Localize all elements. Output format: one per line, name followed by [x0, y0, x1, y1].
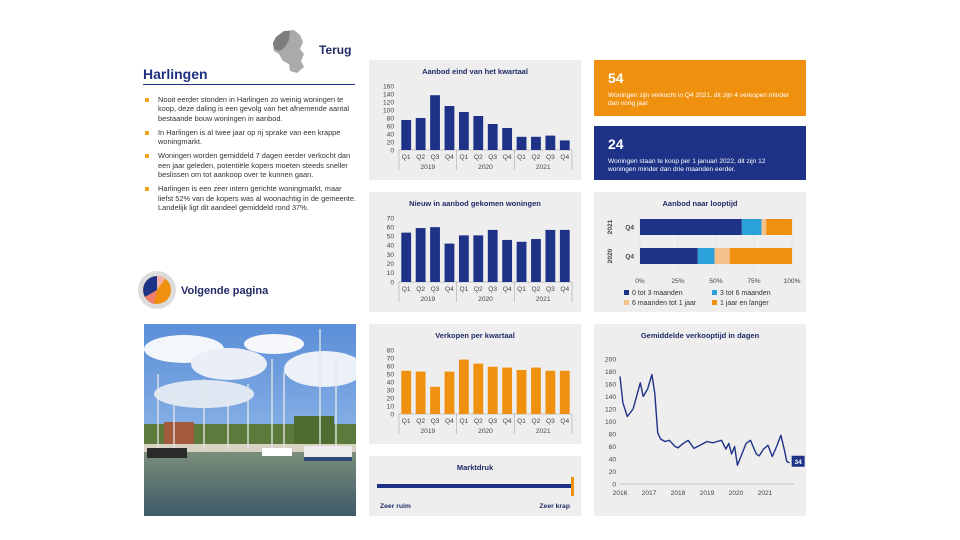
- x-tick-label: Q4: [502, 154, 512, 161]
- x-tick-label: Q2: [531, 286, 541, 293]
- bar: [545, 230, 555, 282]
- marktdruk-marker: [571, 477, 574, 496]
- chart-title: Aanbod naar looptijd: [662, 199, 738, 208]
- y-tick-label: 60: [386, 224, 394, 232]
- legend-label: 1 jaar en langer: [720, 300, 769, 307]
- y-tick-label: 40: [386, 242, 394, 250]
- y-tick-label: 20: [386, 139, 394, 147]
- x-tick-label: Q4: [502, 418, 512, 425]
- stacked-bar-segment: [762, 219, 767, 235]
- year-label: 2019: [420, 164, 436, 171]
- chart-panel-looptijd: [594, 192, 806, 312]
- bar: [488, 367, 498, 414]
- y-tick-label: 120: [604, 406, 616, 414]
- bar: [517, 137, 527, 150]
- bar: [560, 230, 570, 282]
- kpi-forsale-card: [594, 126, 806, 180]
- year-label: 2019: [420, 296, 436, 303]
- next-page-button[interactable]: [137, 270, 287, 310]
- title-divider: [143, 84, 355, 85]
- bar: [430, 387, 440, 414]
- summary-list: [143, 95, 358, 217]
- marktdruk-track: [377, 484, 573, 488]
- x-tick-label: Q3: [545, 418, 555, 425]
- y-tick-label: 70: [386, 215, 394, 223]
- x-tick-label: Q3: [488, 418, 498, 425]
- y-tick-label: 160: [604, 381, 616, 389]
- stacked-bar-segment: [714, 248, 729, 264]
- y-tick-label: 50: [386, 371, 394, 379]
- stacked-bar-segment: [640, 248, 698, 264]
- bar: [445, 106, 455, 150]
- x-tick-label: 2017: [641, 490, 657, 497]
- chart-title: Aanbod eind van het kwartaal: [422, 67, 528, 76]
- summary-item: Harlingen is een zeer intern gerichte woningmarkt, maar liefst 52% van de kopers was al woonachtig in de gemeente. Landelijk ligt dit aandeel gemiddeld rond 37%.: [143, 184, 358, 212]
- looptijd-stacked-bar-chart: [594, 192, 806, 312]
- x-tick-label: Q4: [560, 286, 570, 293]
- row-year-label: 2020: [607, 248, 614, 264]
- bar: [488, 230, 498, 282]
- y-tick-label: 60: [386, 363, 394, 371]
- summary-item: Woningen worden gemiddeld 7 dagen eerder verkocht dan een jaar geleden, potentiële kopers moeten steeds sneller beslissen om tot aankoop over te kunnen gaan.: [143, 151, 358, 179]
- y-tick-label: 0: [390, 411, 394, 419]
- x-tick-label: Q2: [473, 286, 483, 293]
- chart-title: Verkopen per kwartaal: [435, 331, 515, 340]
- bar: [416, 118, 426, 150]
- region-map-icon[interactable]: [270, 27, 316, 75]
- bar: [473, 116, 483, 150]
- bar: [445, 372, 455, 414]
- marktdruk-panel: [369, 456, 581, 516]
- bar: [531, 368, 541, 414]
- year-label: 2020: [478, 428, 493, 435]
- x-tick-label: Q2: [416, 418, 426, 425]
- y-tick-label: 0: [390, 279, 394, 287]
- stacked-bar-segment: [640, 219, 742, 235]
- x-tick-label: Q1: [517, 154, 526, 161]
- y-tick-label: 30: [386, 387, 394, 395]
- legend-label: 0 tot 3 maanden: [632, 290, 683, 297]
- y-tick-label: 20: [608, 468, 616, 476]
- x-tick-label: Q3: [545, 154, 555, 161]
- bar: [517, 370, 527, 414]
- x-tick-label: Q4: [502, 286, 512, 293]
- x-tick-label: Q1: [401, 418, 411, 425]
- bar: [430, 227, 440, 282]
- bar: [416, 372, 426, 414]
- x-tick-label: Q1: [517, 418, 526, 425]
- chart-panel-verkooptijd: [594, 324, 806, 516]
- chart-title: Nieuw in aanbod gekomen woningen: [409, 199, 541, 208]
- y-tick-label: 180: [604, 368, 616, 376]
- stacked-bar-segment: [766, 219, 792, 235]
- x-tick-label: 2018: [670, 490, 686, 497]
- row-label: Q4: [625, 224, 634, 232]
- bar: [459, 360, 469, 414]
- x-tick-label: Q3: [430, 154, 440, 161]
- y-tick-label: 160: [382, 83, 394, 91]
- x-tick-label: Q2: [473, 418, 483, 425]
- legend-label: 3 tot 6 maanden: [720, 290, 771, 297]
- bar: [416, 228, 426, 282]
- end-value-label: 34: [794, 459, 802, 467]
- legend-swatch: [712, 290, 717, 295]
- kpi-sold-value: 54: [608, 70, 624, 86]
- row-label: Q4: [625, 253, 634, 261]
- x-tick-label: Q2: [473, 154, 483, 161]
- x-tick-label: Q1: [517, 286, 526, 293]
- legend-label: 6 maanden tot 1 jaar: [632, 300, 697, 307]
- y-tick-label: 140: [382, 91, 394, 99]
- bar: [459, 112, 469, 150]
- y-tick-label: 100: [382, 107, 394, 115]
- x-tick-label: 50%: [709, 278, 723, 285]
- stacked-bar-segment: [730, 248, 792, 264]
- y-tick-label: 80: [386, 347, 394, 355]
- x-tick-label: Q2: [416, 286, 426, 293]
- marktdruk-title: Marktdruk: [456, 463, 494, 472]
- bar: [545, 136, 555, 150]
- kpi-forsale-text: Woningen staan te koop per 1 januari 2022, dit zijn 12 woningen minder dan drie maanden eerder.: [608, 158, 766, 174]
- bar: [401, 120, 411, 150]
- x-tick-label: Q4: [560, 418, 570, 425]
- bar: [401, 233, 411, 282]
- year-label: 2021: [535, 296, 551, 303]
- bar: [560, 371, 570, 414]
- bar: [545, 371, 555, 414]
- chart-panel-nieuw: [369, 192, 581, 312]
- x-tick-label: Q2: [416, 154, 426, 161]
- x-tick-label: Q3: [488, 286, 498, 293]
- x-tick-label: Q1: [401, 154, 411, 161]
- stacked-bar-segment: [698, 248, 715, 264]
- y-tick-label: 10: [386, 403, 394, 411]
- harbor-photo: [144, 324, 356, 516]
- y-tick-label: 0: [390, 147, 394, 155]
- y-tick-label: 80: [608, 431, 616, 439]
- x-tick-label: Q2: [531, 154, 541, 161]
- x-tick-label: 25%: [671, 278, 685, 285]
- y-tick-label: 60: [386, 123, 394, 131]
- summary-item: Nooit eerder stonden in Harlingen zo weinig woningen te koop, deze daling is een gevolg van het afnemende aantal bestaande bouw woningen in aanbod.: [143, 95, 358, 123]
- verkooptijd-line-chart: [594, 324, 806, 516]
- marktdruk-gauge: [369, 456, 581, 516]
- chart-title: Gemiddelde verkooptijd in dagen: [640, 331, 760, 340]
- y-tick-label: 50: [386, 233, 394, 241]
- year-label: 2020: [478, 164, 493, 171]
- year-label: 2021: [535, 428, 551, 435]
- x-tick-label: 75%: [747, 278, 761, 285]
- summary-item: In Harlingen is al twee jaar op rij sprake van een krappe woningmarkt.: [143, 128, 358, 147]
- marktdruk-right-label: Zeer krap: [539, 503, 570, 510]
- y-tick-label: 0: [612, 481, 616, 489]
- verkopen-bar-chart: [369, 324, 581, 444]
- x-tick-label: Q1: [459, 154, 469, 161]
- chart-panel-verkopen: [369, 324, 581, 444]
- kpi-forsale-value: 24: [608, 136, 624, 152]
- pie-chart-icon: [137, 270, 177, 310]
- x-tick-label: Q4: [445, 154, 454, 161]
- bar: [445, 244, 455, 282]
- bar: [473, 364, 483, 414]
- x-tick-label: Q2: [531, 418, 541, 425]
- bar: [517, 242, 527, 282]
- kpi-sold-text: Woningen zijn verkocht in Q4 2021, dit zijn 4 verkopen minder dan vorig jaar: [608, 92, 789, 108]
- year-label: 2019: [420, 428, 436, 435]
- legend-swatch: [624, 300, 629, 305]
- chart-panel-aanbod: [369, 60, 581, 180]
- y-tick-label: 140: [604, 393, 616, 401]
- marktdruk-left-label: Zeer ruim: [380, 503, 411, 510]
- bar: [531, 239, 541, 282]
- bar: [430, 95, 440, 150]
- bar: [459, 235, 469, 282]
- x-tick-label: 2016: [612, 490, 628, 497]
- back-link[interactable]: Terug: [319, 43, 352, 57]
- year-label: 2021: [535, 164, 551, 171]
- legend-swatch: [712, 300, 717, 305]
- bar: [488, 124, 498, 150]
- page-title: Harlingen: [143, 66, 208, 82]
- y-tick-label: 30: [386, 251, 394, 259]
- x-tick-label: Q1: [459, 286, 469, 293]
- x-tick-label: Q3: [430, 286, 440, 293]
- x-tick-label: 100%: [783, 278, 801, 285]
- x-tick-label: Q3: [488, 154, 498, 161]
- x-tick-label: Q1: [401, 286, 411, 293]
- aanbod-bar-chart: [369, 60, 581, 180]
- kpi-sold-card: [594, 60, 806, 116]
- bar: [560, 140, 570, 150]
- y-tick-label: 10: [386, 270, 394, 278]
- next-page-label: Volgende pagina: [181, 285, 269, 297]
- x-tick-label: Q3: [430, 418, 440, 425]
- y-tick-label: 70: [386, 355, 394, 363]
- y-tick-label: 120: [382, 99, 394, 107]
- y-tick-label: 40: [386, 379, 394, 387]
- x-tick-label: 2019: [699, 490, 715, 497]
- legend-swatch: [624, 290, 629, 295]
- bar: [401, 371, 411, 414]
- nieuw-bar-chart: [369, 192, 581, 312]
- bar: [502, 368, 512, 414]
- x-tick-label: 0%: [635, 278, 645, 285]
- x-tick-label: Q4: [560, 154, 570, 161]
- bar: [502, 128, 512, 150]
- y-tick-label: 200: [604, 356, 616, 364]
- stacked-bar-segment: [742, 219, 762, 235]
- y-tick-label: 80: [386, 115, 394, 123]
- bar: [531, 137, 541, 150]
- series-line: [620, 375, 790, 466]
- bar: [502, 240, 512, 282]
- row-year-label: 2021: [607, 219, 614, 235]
- x-tick-label: Q3: [545, 286, 555, 293]
- y-tick-label: 20: [386, 395, 394, 403]
- y-tick-label: 100: [604, 418, 616, 426]
- bar: [473, 235, 483, 282]
- x-tick-label: 2021: [757, 490, 773, 497]
- x-tick-label: Q4: [445, 418, 454, 425]
- x-tick-label: 2020: [728, 490, 744, 497]
- y-tick-label: 40: [386, 131, 394, 139]
- x-tick-label: Q1: [459, 418, 469, 425]
- year-label: 2020: [478, 296, 493, 303]
- y-tick-label: 60: [608, 443, 616, 451]
- y-tick-label: 40: [608, 456, 616, 464]
- x-tick-label: Q4: [445, 286, 454, 293]
- y-tick-label: 20: [386, 261, 394, 269]
